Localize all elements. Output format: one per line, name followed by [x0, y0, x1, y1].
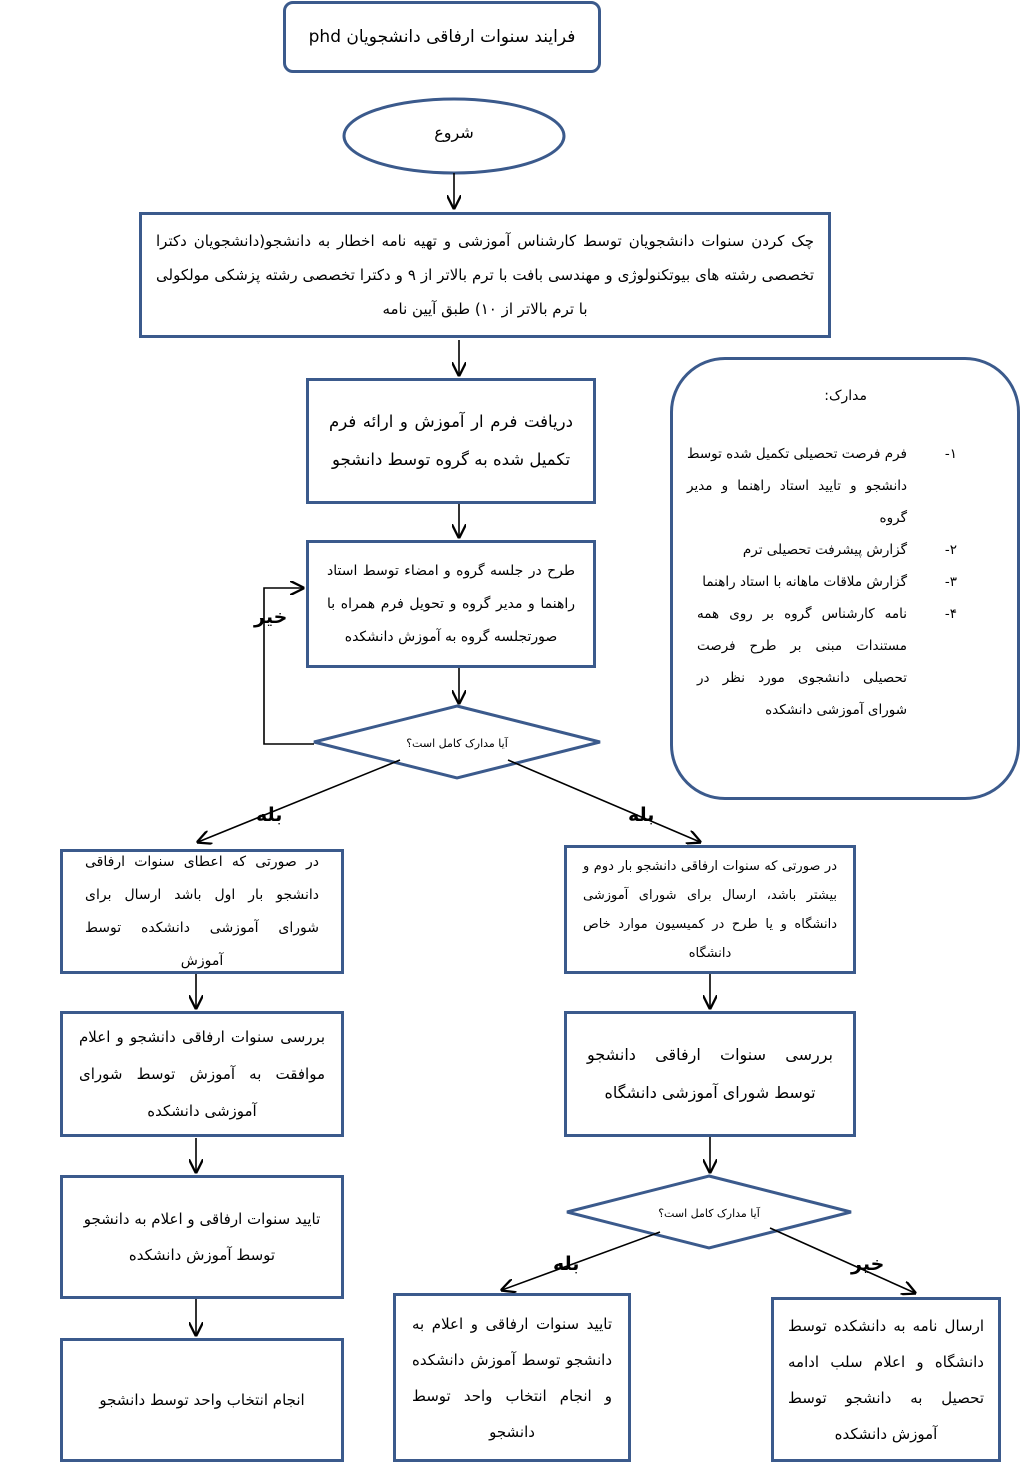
left-step-4-box	[60, 1338, 344, 1462]
step-group-box	[306, 540, 596, 668]
documents-item	[677, 534, 1017, 566]
right-step-2-text: بررسی سنوات ارفاقی دانشجو توسط شورای آموزشی دانشگاه	[587, 1045, 833, 1102]
label-yes-left: بله	[256, 804, 283, 826]
right-yes-result-text: تایید سنوات ارفاقی و اعلام به دانشجو توسط آموزش دانشکده و انجام انتخاب واحد توسط دانشجو	[412, 1314, 612, 1441]
arrow-decision2-no	[770, 1228, 915, 1293]
documents-item-num: ۱-	[944, 446, 957, 462]
documents-list	[677, 438, 1017, 726]
step-form-text: دریافت فرم ار آموزش و ارائه فرم تکمیل شده به گروه توسط دانشجو	[329, 412, 573, 469]
arrow-decision-right	[508, 760, 700, 842]
documents-item-text: نامه کارشناس گروه بر روی همه مستندات مبنی بر طرح فرصت تحصیلی دانشجوی مورد نظر در شورای آموزشی دانشکده	[697, 606, 907, 718]
left-step-2-text: بررسی سنوات ارفاقی دانشجو و اعلام موافقت به آموزش توسط شورای آموزشی دانشکده	[79, 1027, 325, 1120]
start-label: شروع	[434, 123, 474, 142]
decision-1-text: آیا مدارک کامل است؟	[406, 737, 508, 750]
page-title: فرایند سنوات ارفاقی دانشجویان phd	[308, 27, 576, 47]
right-no-result-box	[771, 1297, 1001, 1462]
documents-item-num: ۴-	[944, 606, 957, 622]
right-yes-result-box	[393, 1293, 631, 1462]
documents-item-text: گزارش ملاقات ماهانه با استاد راهنما	[702, 574, 907, 590]
step-check-box	[139, 212, 831, 338]
right-step-1-text: در صورتی که سنوات ارفاقی دانشجو بار دوم و بیشتر باشد، ارسال برای شورای آموزشی دانشگاه و یا طرح در کمیسیون موارد خاص دانشگاه	[583, 858, 837, 961]
right-no-result-text: ارسال نامه به دانشکده توسط دانشگاه و اعلام سلب ادامه تحصیل به دانشجو توسط آموزش دانشکده	[788, 1316, 984, 1443]
decision-2-text: آیا مدارک کامل است؟	[658, 1207, 760, 1220]
left-step-1-box	[60, 849, 344, 974]
documents-item-text: گزارش پیشرفت تحصیلی ترم	[742, 542, 907, 558]
label-no-bottom: خیر	[851, 1253, 885, 1275]
documents-item	[677, 566, 1017, 598]
documents-item-num: ۲-	[944, 542, 957, 558]
left-step-3-box	[60, 1175, 344, 1299]
left-step-1-text: در صورتی که اعطای سنوات ارفاقی دانشجو بار اول باشد ارسال برای شورای آموزشی دانشکده توسط آموزش	[85, 853, 319, 969]
documents-item	[677, 438, 1017, 534]
right-step-1-box	[564, 845, 856, 974]
step-check-text: چک کردن سنوات دانشجویان توسط کارشناس آموزشی و تهیه نامه اخطار به دانشجو(دانشجویان دکترا تخصصی رشته های بیوتکنولوژی و مهندسی بافت با ترم بالاتر از ۹ و دکترا تخصصی رشته پزشکی مولکولی با ترم بالاتر از ۱۰) طبق آیین نامه	[156, 232, 814, 318]
documents-panel	[670, 357, 1020, 800]
right-step-2-box	[564, 1011, 856, 1137]
label-no-loop: خیر	[254, 606, 288, 628]
step-form-box	[306, 378, 596, 504]
arrow-decision-left	[198, 760, 400, 842]
left-step-4-text: انجام انتخاب واحد توسط دانشجو	[99, 1391, 305, 1409]
left-step-2-box	[60, 1011, 344, 1137]
label-yes-bottom: بله	[553, 1253, 580, 1275]
title-box	[283, 1, 601, 73]
documents-heading: مدارک:	[824, 388, 867, 404]
label-yes-right: بله	[628, 804, 655, 826]
documents-item-text: فرم فرصت تحصیلی تکمیل شده توسط دانشجو و تایید استاد راهنما و مدیر گروه	[687, 446, 907, 526]
step-group-text: طرح در جلسه گروه و امضاء توسط استاد راهنما و مدیر گروه و تحویل فرم همراه با صورتجلسه گروه به آموزش دانشکده	[327, 562, 575, 645]
arrow-decision2-yes	[502, 1232, 660, 1290]
left-step-3-text: تایید سنوات ارفاقی و اعلام به دانشجو توسط آموزش دانشکده	[83, 1210, 321, 1264]
documents-item	[677, 598, 1017, 726]
documents-item-num: ۳-	[944, 574, 957, 590]
